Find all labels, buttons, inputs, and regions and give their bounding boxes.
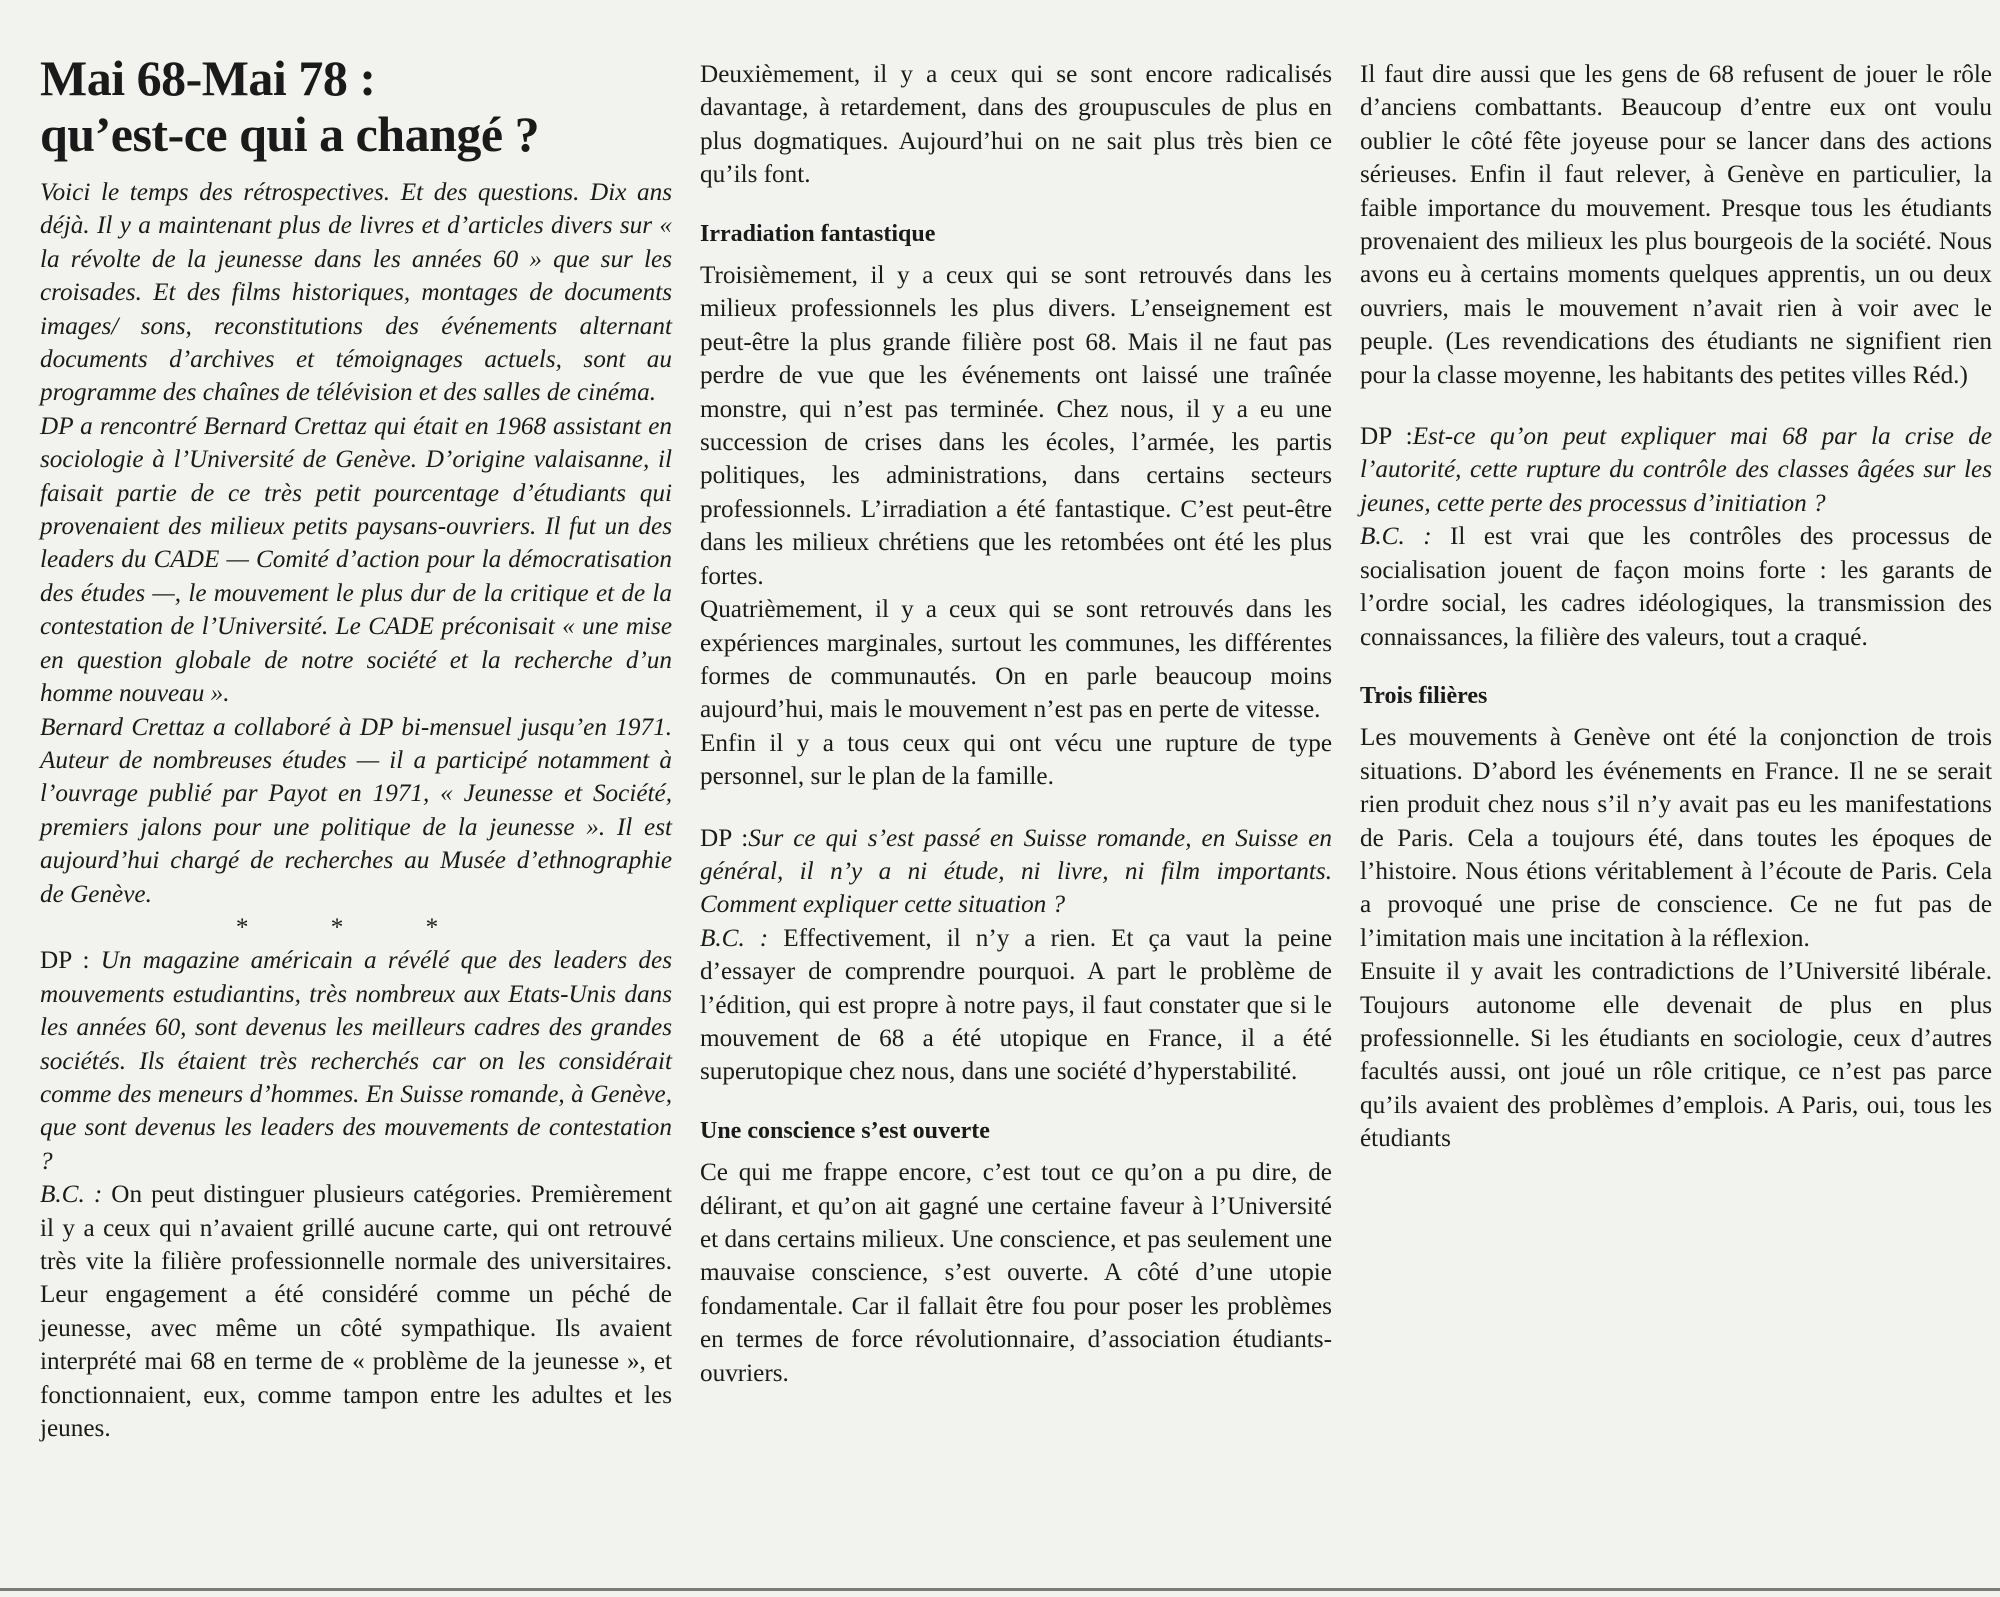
question-1-label: DP : — [40, 947, 101, 975]
answer-1-text: On peut distinguer plusieurs catégories. Premièrement il y a ceux qui n’avaient grillé aucune carte, qui ont retrouvé très vite la filière professionnelle normale des universitaires. Leur engagement a été considéré comme un péché de jeunesse, avec même un côté sympathique. Ils avaient interprété mai 68 en terme de « problème de la jeunesse », et fonctionnaient, eux, comme tampon entre les adultes et les jeunes. — [40, 1181, 672, 1443]
column-1 — [40, 50, 672, 1445]
answer-2 — [700, 922, 1332, 1089]
paragraph-conscience: Ce qui me frappe encore, c’est tout ce qu’on a pu dire, de délirant, et qu’on ait gagné une certaine faveur à l’Université et dans certains milieux. Une conscience, et pas seulement une mauvaise conscience, s’est ouverte. A côté d’une utopie fondamentale. Car il fallait être fou pour poser les problèmes en termes de force révolutionnaire, d’association étudiants-ouvriers. — [700, 1159, 1332, 1387]
answer-3-text: Il est vrai que les contrôles des processus de socialisation jouent de façon moins forte : les garants de l’ordre social, les cadres idéologiques, la transmission des connaissances, la filière des valeurs, tout a craqué. — [1360, 523, 1992, 651]
paragraph-troisiemement: Troisièmement, il y a ceux qui se sont retrouvés dans les milieux professionnels les plus divers. L’enseignement est peut-être la plus grande filière post 68. Mais il ne faut pas perdre de vue que les événements ont laissé une traînée monstre, qui n’est pas terminée. Chez nous, il y a eu une succession de crises dans les écoles, l’armée, les partis politiques, les administrations, dans certains secteurs professionnels. L’irradiation a été fantastique. C’est peut-être dans les milieux chrétiens que les retombées ont été les plus fortes. — [700, 262, 1332, 590]
subheading-irradiation: Irradiation fantastique — [700, 220, 936, 247]
intro-paragraph-1: Voici le temps des rétrospectives. Et des questions. Dix ans déjà. Il y a maintenant plus de livres et d’articles divers sur « la révolte de la jeunesse dans les années 60 » que sur les croisades. Et des films historiques, montages de documents images/ sons, reconstitutions des événements alternant documents d’archives et témoignages actuels, sont au programme des chaînes de télévision et des salles de cinéma. — [40, 179, 672, 407]
answer-3-label: B.C. : — [1360, 523, 1451, 551]
subheading-conscience: Une conscience s’est ouverte — [700, 1117, 990, 1144]
answer-2-label: B.C. : — [700, 924, 784, 952]
column-2 — [700, 58, 1332, 1390]
answer-1 — [40, 1178, 672, 1445]
answer-3 — [1360, 520, 1992, 654]
answer-2-text: Effectivement, il n’y a rien. Et ça vaut la peine d’essayer de comprendre pourquoi. A part le problème de l’édition, qui est propre à notre pays, il faut constater que si le mouvement de 68 a été utopique en France, il a été superutopique chez nous, dans une société d’hyperstabilité. — [700, 924, 1333, 1086]
article-title — [40, 50, 672, 162]
paragraph-quatriemement: Quatrièmement, il y a ceux qui se sont retrouvés dans les expériences marginales, surtout les communes, les différentes formes de communautés. On en parle beaucoup moins aujourd’hui, mais le mouvement n’est pas en perte de vitesse. — [700, 596, 1332, 724]
section-separator: * * * — [235, 913, 477, 941]
paragraph-anciens-combattants: Il faut dire aussi que les gens de 68 refusent de jouer le rôle d’anciens combattants. Beaucoup d’entre eux ont voulu oublier le côté fête joyeuse pour se lancer dans des actions sérieuses. Enfin il faut relever, à Genève en particulier, la faible importance du mouvement. Presque tous les étudiants provenaient des milieux les plus bourgeois de la société. Nous avons eu à certains moments quelques apprentis, un ou deux ouvriers, mais le mouvement n’avait rien à voir avec le peuple. (Les revendications des étudiants ne signifient rien pour la classe moyenne, les habitants des petites villes Réd.) — [1360, 61, 1992, 389]
subheading-trois-filieres: Trois filières — [1360, 682, 1488, 709]
answer-1-label: B.C. : — [40, 1181, 112, 1209]
question-3-label: DP : — [1360, 423, 1413, 451]
question-2 — [700, 822, 1332, 922]
question-3-text: Est-ce qu’on peut expliquer mai 68 par la crise de l’autorité, cette rupture du contrôle des classes âgées sur les jeunes, cette perte des processus d’initiation ? — [1360, 423, 1992, 517]
paragraph-geneve: Les mouvements à Genève ont été la conjonction de trois situations. D’abord les événements en France. Il ne se serait rien produit chez nous s’il n’y avait pas eu les manifestations de Paris. Cela a toujours été, dans toutes les époques de l’histoire. Nous étions véritablement à l’écoute de Paris. Cela a provoqué une prise de conscience. Ce ne fut pas de l’imitation mais une incitation à la réflexion. — [1360, 724, 1992, 952]
column-3 — [1360, 58, 1992, 1156]
title-line-2: qu’est-ce qui a changé ? — [40, 106, 540, 162]
question-1 — [40, 944, 672, 1178]
paragraph-deuxiemement: Deuxièmement, il y a ceux qui se sont encore radicalisés davantage, à retardement, dans des groupuscules de plus en plus dogmatiques. Aujourd’hui on ne sait plus très bien ce qu’ils font. — [700, 61, 1332, 189]
title-line-1: Mai 68-Mai 78 : — [40, 50, 376, 106]
intro-paragraph-2: DP a rencontré Bernard Crettaz qui était en 1968 assistant en sociologie à l’Université de Genève. D’origine valaisanne, il faisait partie de ce très petit pourcentage d’étudiants qui provenaient des milieux petits paysans-ouvriers. Il fut un des leaders du CADE — Comité d’action pour la démocratisation des études —, le mouvement le plus dur de la critique et de la contestation de l’Université. Le CADE préconisait « une mise en question globale de notre société et la recherche d’un homme nouveau ». — [40, 412, 672, 708]
question-2-text: Sur ce qui s’est passé en Suisse romande, en Suisse en général, il n’y a ni étude, ni livre, ni film importants. Comment expliquer cette situation ? — [700, 824, 1333, 919]
question-2-label: DP : — [700, 824, 749, 852]
paragraph-enfin: Enfin il y a tous ceux qui ont vécu une rupture de type personnel, sur le plan de la famille. — [700, 729, 1332, 791]
question-3 — [1360, 420, 1992, 520]
bottom-rule — [0, 1588, 2000, 1591]
intro-paragraph-3: Bernard Crettaz a collaboré à DP bi-mensuel jusqu’en 1971. Auteur de nombreuses études — il a participé notamment à l’ouvrage publié par Payot en 1971, « Jeunesse et Société, premiers jalons pour une politique de la jeunesse ». Il est aujourd’hui chargé de recherches au Musée d’ethnographie de Genève. — [40, 713, 672, 908]
paragraph-universite: Ensuite il y avait les contradictions de l’Université libérale. Toujours autonome elle devenait de plus en plus professionnelle. Si les étudiants en sociologie, ceux d’autres facultés aussi, ont joué un rôle critique, ce n’est pas parce qu’ils avaient des problèmes d’emplois. A Paris, oui, tous les étudiants — [1360, 958, 1992, 1153]
question-1-text: Un magazine américain a révélé que des leaders des mouvements estudiantins, très nombreux aux Etats-Unis dans les années 60, sont devenus les meilleurs cadres des grandes sociétés. Ils étaient très recherchés car on les considérait comme des meneurs d’hommes. En Suisse romande, à Genève, que sont devenus les leaders des mouvements de contestation ? — [40, 947, 672, 1175]
